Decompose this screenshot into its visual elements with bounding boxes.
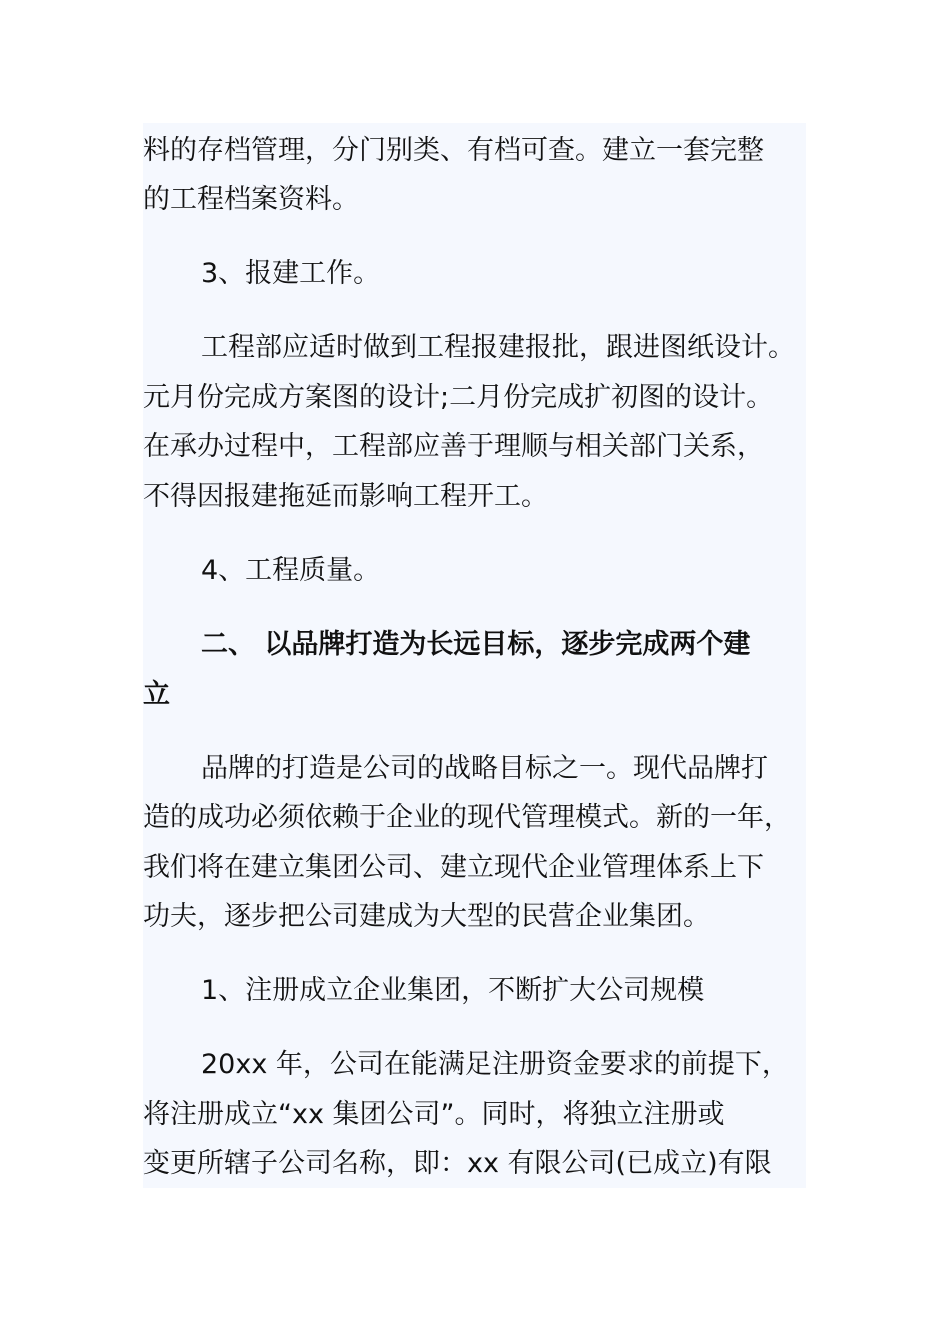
major-heading-continuation: 立 bbox=[143, 679, 170, 710]
paragraph-line: 的工程档案资料。 bbox=[143, 184, 359, 215]
paragraph-line: 工程部应适时做到工程报建报批，跟进图纸设计。 bbox=[201, 332, 795, 363]
paragraph-line: 我们将在建立集团公司、建立现代企业管理体系上下 bbox=[143, 852, 764, 883]
paragraph-line: 变更所辖子公司名称，即：xx 有限公司(已成立)有限 bbox=[143, 1148, 772, 1179]
paragraph-line: 料的存档管理，分门别类、有档可查。建立一套完整 bbox=[143, 135, 764, 166]
paragraph-line: 造的成功必须依赖于企业的现代管理模式。新的一年， bbox=[143, 802, 791, 833]
paragraph-line: 元月份完成方案图的设计;二月份完成扩初图的设计。 bbox=[143, 382, 774, 413]
paragraph-line: 品牌的打造是公司的战略目标之一。现代品牌打 bbox=[201, 753, 768, 784]
paragraph-line: 功夫，逐步把公司建成为大型的民营企业集团。 bbox=[143, 901, 710, 932]
document-text-block bbox=[143, 123, 806, 1188]
section-heading-baojian: 3、报建工作。 bbox=[201, 258, 381, 289]
paragraph-line: 在承办过程中，工程部应善于理顺与相关部门关系， bbox=[143, 431, 764, 462]
paragraph-line: 不得因报建拖延而影响工程开工。 bbox=[143, 481, 548, 512]
paragraph-line: 20xx 年，公司在能满足注册资金要求的前提下， bbox=[201, 1049, 789, 1080]
paragraph-line: 将注册成立“xx 集团公司”。同时，将独立注册或 bbox=[143, 1099, 725, 1130]
major-heading: 二、 以品牌打造为长远目标，逐步完成两个建 bbox=[201, 629, 751, 660]
section-heading-quality: 4、工程质量。 bbox=[201, 555, 381, 586]
section-heading-register: 1、注册成立企业集团，不断扩大公司规模 bbox=[201, 975, 705, 1006]
